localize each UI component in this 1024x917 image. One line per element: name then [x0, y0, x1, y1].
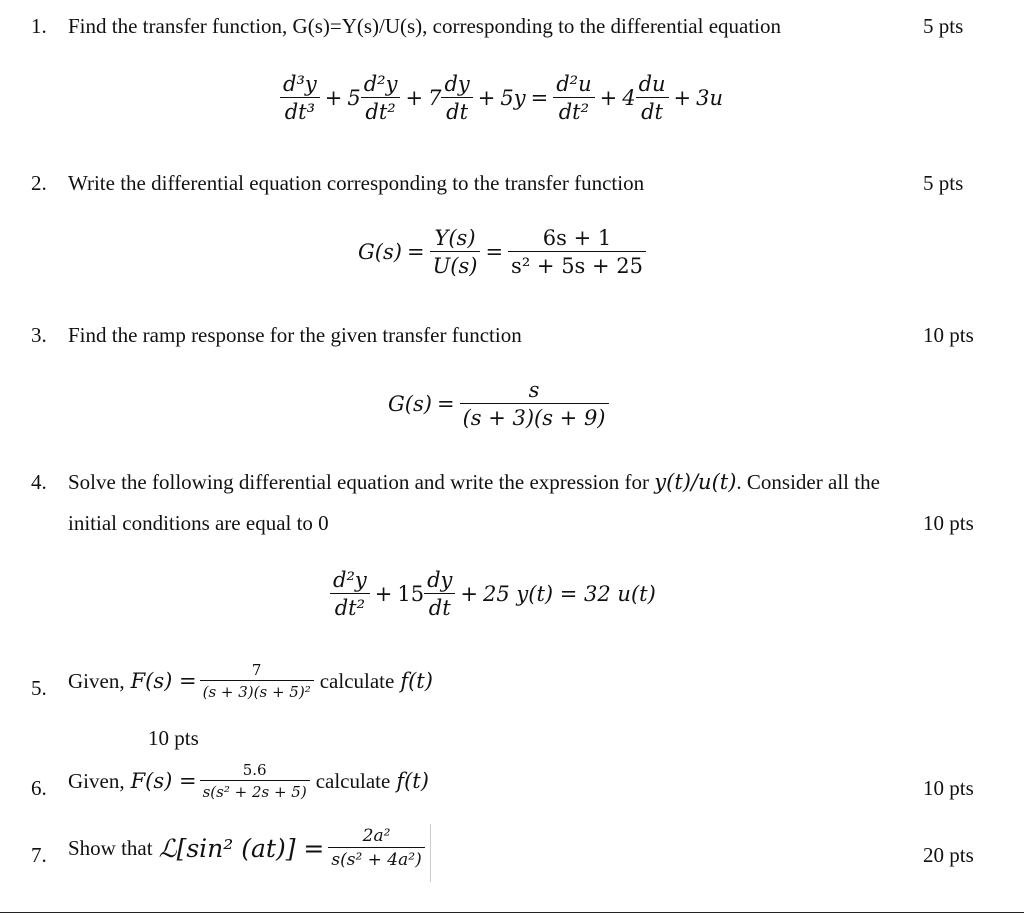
- problem-5-points: 10 pts: [148, 726, 199, 750]
- equation-1: $\frac{\text{d³y}}{\text{dt³}}$ + 5 $\frac{\text{d²y}}{\text{dt²}}$ + 7 $\frac{dy}{dt}$ + 5y = $\frac{\text{d²u}}{\text{dt²}}$ + 4 $\frac{du}{dt}$ + 3u: [280, 72, 723, 124]
- problem-5-func: f(t): [400, 669, 433, 693]
- eq4-rest: 25 y(t) = 32 u(t): [483, 582, 656, 606]
- problem-4-text: Solve the following differential equation and write the expression for: [68, 470, 650, 494]
- problem-4-text-tail: . Consider all the: [736, 470, 880, 494]
- problem-7-line: [68, 826, 425, 870]
- eq6-lhs: F(s) =: [130, 769, 197, 793]
- problem-3-text: Find the ramp response for the given transfer function: [68, 323, 522, 347]
- problem-6-text: Given,: [68, 768, 125, 793]
- eq1-rhs3: 3u: [696, 86, 724, 110]
- problem-6-func: f(t): [396, 769, 429, 793]
- eq3-lhs: G(s): [388, 392, 432, 416]
- eq1-rhs2-den: dt: [641, 100, 663, 124]
- equation-3: G(s) = $\frac{s}{(s + 3)(s + 9)}$: [388, 378, 609, 430]
- problem-5-number: 5.: [31, 676, 47, 700]
- problem-6-points: 10 pts: [923, 776, 974, 800]
- eq1-rhs2-num: du: [636, 72, 669, 98]
- eq1-term3-num: dy: [441, 72, 472, 98]
- bottom-rule: [0, 912, 1024, 913]
- problem-2-number: 2.: [31, 171, 47, 195]
- eq4-term2-den: dt: [428, 596, 451, 620]
- eq1-term4: 5y: [500, 86, 526, 110]
- eq3-den: (s + 3)(s + 9): [462, 406, 606, 430]
- eq1-term2-num: d²y: [361, 72, 401, 98]
- eq4-term2-num: dy: [424, 568, 455, 594]
- eq3-num: s: [460, 378, 609, 404]
- eq7-num: 2a²: [328, 826, 424, 848]
- cursor-line: [430, 824, 431, 882]
- problem-7-points: 20 pts: [923, 843, 974, 867]
- eq4-term1-den: dt²: [334, 596, 366, 620]
- eq5-lhs: F(s) =: [130, 669, 197, 693]
- eq4-coef2: 15: [397, 582, 425, 606]
- eq5-den: (s + 3)(s + 5)²: [202, 683, 311, 701]
- eq1-term3-den: dt: [446, 100, 469, 124]
- problem-1-number: 1.: [31, 14, 47, 38]
- problem-5-line: [68, 661, 433, 701]
- eq5-num: 7: [200, 661, 314, 681]
- eq2-ratio-den: U(s): [432, 254, 478, 278]
- problem-6-number: 6.: [31, 776, 47, 800]
- problem-1-points: 5 pts: [923, 14, 964, 38]
- problem-4-expr: y(t)/u(t): [654, 470, 737, 494]
- problem-4-text-line1: [68, 470, 880, 495]
- problem-2-text: Write the differential equation corresponding to the transfer function: [68, 171, 645, 195]
- eq1-coef3: 7: [428, 86, 442, 110]
- problem-6-line: [68, 761, 429, 801]
- eq1-rhs1-den: dt²: [558, 100, 590, 124]
- eq7-den: s(s² + 4a²): [331, 850, 422, 870]
- problem-3-points: 10 pts: [923, 323, 974, 347]
- eq7-lhs: ℒ[sin² (at)] =: [158, 833, 325, 863]
- problem-7-text: Show that: [68, 835, 153, 860]
- eq1-rhs1-num: d²u: [553, 72, 594, 98]
- eq6-num: 5.6: [200, 761, 310, 781]
- eq1-term2-den: dt²: [365, 100, 396, 124]
- eq4-term1-num: d²y: [330, 568, 370, 594]
- problem-4-number: 4.: [31, 470, 47, 494]
- problem-4-points: 10 pts: [923, 511, 974, 535]
- equation-4: $\frac{\text{d²y}}{\text{dt²}}$ + 15 $\frac{dy}{dt}$ + 25 y(t) = 32 u(t): [330, 568, 656, 620]
- problem-6-text-after: calculate: [315, 768, 391, 793]
- eq2-ratio-num: Y(s): [430, 226, 481, 252]
- eq2-num: 6s + 1: [508, 226, 646, 252]
- eq2-lhs: G(s): [358, 240, 402, 264]
- eq1-term1-den: dt³: [284, 100, 316, 124]
- equation-2: G(s) = $\frac{Y(s)}{U(s)}$ = $\frac{6s + 1}{\text{s² + 5s + 25}}$: [358, 226, 646, 278]
- eq2-den: s² + 5s + 25: [511, 254, 643, 278]
- eq1-term1-num: d³y: [280, 72, 320, 98]
- problem-5-text: Given,: [68, 668, 125, 693]
- problem-2-points: 5 pts: [923, 171, 964, 195]
- eq1-coef2: 5: [347, 86, 361, 110]
- problem-1-text: Find the transfer function, G(s)=Y(s)/U(s), corresponding to the differential equation: [68, 14, 782, 38]
- problem-7-number: 7.: [31, 843, 47, 867]
- problem-3-number: 3.: [31, 323, 47, 347]
- eq1-coef5: 4: [622, 86, 636, 110]
- problem-4-text-line2: initial conditions are equal to 0: [68, 511, 329, 535]
- problem-5-text-after: calculate: [319, 668, 395, 693]
- eq6-den: s(s² + 2s + 5): [202, 783, 307, 801]
